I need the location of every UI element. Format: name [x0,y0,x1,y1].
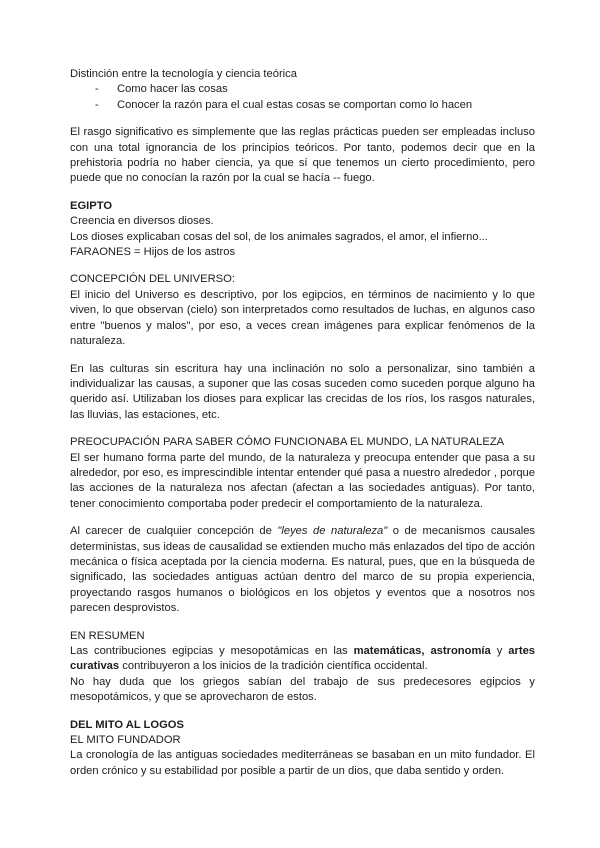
bullet-text: Conocer la razón para el cual estas cosas se comportan como lo hacen [117,98,473,111]
matematicas-astronomia-bold: matemáticas, astronomía [353,645,491,657]
egipto-line: FARAONES = Hijos de los astros [70,246,236,259]
prehistoria-paragraph: El rasgo significativo es simplemente que las reglas prácticas pueden ser empleadas incluso con una total ignorancia de los principios teóricos. Por tanto, podemos decir que en la prehistoria podría no haber ciencia, ya que sí que tenemos un cierto procedimiento, pero puede que no conocían la razón por la cual se hacía -- fuego. [70,126,535,185]
bullet-dash-icon: - [95,98,99,111]
mito-section [70,718,535,780]
mito-subheading: EL MITO FUNDADOR [70,734,181,747]
egipto-line: Los dioses explicaban cosas del sol, de los animales sagrados, el amor, el infierno... [70,230,488,243]
intro-title: Distinción entre la tecnología y ciencia teórica [70,68,297,80]
preocupacion-heading: PREOCUPACIÓN PARA SABER CÓMO FUNCIONABA EL MUNDO, LA NATURALEZA [70,436,505,449]
al-carecer-text-after: o de mecanismos causales deterministas, sus ideas de causalidad se extienden mucho más enlazados del tipo de acción mecánica o física aceptada por la ciencia moderna. Es natural, pues, que en la búsqueda de significado, las sociedades antiguas actúan dentro del marco de su propia experiencia, proyectando rasgos humanos o biológicos en los objetos y eventos que a nosotros nos parecen desprovistos. [70,525,536,615]
egipto-line: Creencia en diversos dioses. [70,215,214,228]
mito-paragraph: La cronología de las antiguas sociedades mediterráneas se basaban en un mito fundador. El orden crónico y su estabilidad por posible a partir de un dios, que daba sentido y orden. [70,749,535,777]
intro-section [70,67,535,113]
concepcion-section [70,272,535,349]
leyes-naturaleza-italic-quote: "leyes de naturaleza" [277,525,388,538]
contribuciones-text: y [490,645,509,657]
bullet-item [70,82,535,97]
artes-curativas-bold: artes curativas [70,645,536,673]
bullet-dash-icon: - [95,83,99,96]
contribuciones-paragraph [70,644,535,675]
al-carecer-section [70,524,535,616]
en-resumen-section [70,629,535,706]
preocupacion-section [70,435,535,512]
culturas-section [70,362,535,424]
bullet-text: Como hacer las cosas [117,83,228,96]
en-resumen-heading: EN RESUMEN [70,629,145,642]
prehistoria-section [70,125,535,187]
bullet-item [70,98,535,113]
al-carecer-paragraph [70,524,535,616]
contribuciones-text: Las contribuciones egipcias y mesopotámicas en las [70,645,354,657]
contribuciones-text: contribuyeron a los inicios de la tradición científica occidental. [119,660,428,673]
preocupacion-paragraph: El ser humano forma parte del mundo, de la naturaleza y preocupa entender que pasa a su alrededor, por eso, es imprescindible intentar entender qué pasa a nuestro alrededor , porque las acciones de la naturaleza nos afectan (afectan a las sociedades antiguas). Por tanto, tener conocimiento comportaba poder predecir el comportamiento de la naturaleza. [70,451,535,510]
predecesores-paragraph: No hay duda que los griegos sabían del trabajo de sus predecesores egipcios y mesopotámicos, y que se aprovecharon de estos. [70,675,535,704]
concepcion-heading: CONCEPCIÓN DEL UNIVERSO: [70,273,235,286]
concepcion-paragraph: El inicio del Universo es descriptivo, por los egipcios, en términos de nacimiento y lo que viven, lo que observan (cielo) son interpretados como resultados de luchas, en algunos caso entre "buenos y malos", por eso, a veces crean imágenes para explicar fenómenos de la naturaleza. [70,288,535,348]
mito-heading: DEL MITO AL LOGOS [70,718,184,731]
egipto-section [70,199,535,261]
culturas-paragraph: En las culturas sin escritura hay una inclinación no solo a personalizar, sino también a individualizar las causas, a suponer que las cosas suceden como suceden porque alguno ha querido así. Utilizaban los dioses para explicar las crecidas de los ríos, los rasgos naturales, las lluvias, las estaciones, etc. [70,362,535,421]
egipto-heading: EGIPTO [70,199,113,212]
al-carecer-text-before: Al carecer de cualquier concepción de [70,525,278,538]
